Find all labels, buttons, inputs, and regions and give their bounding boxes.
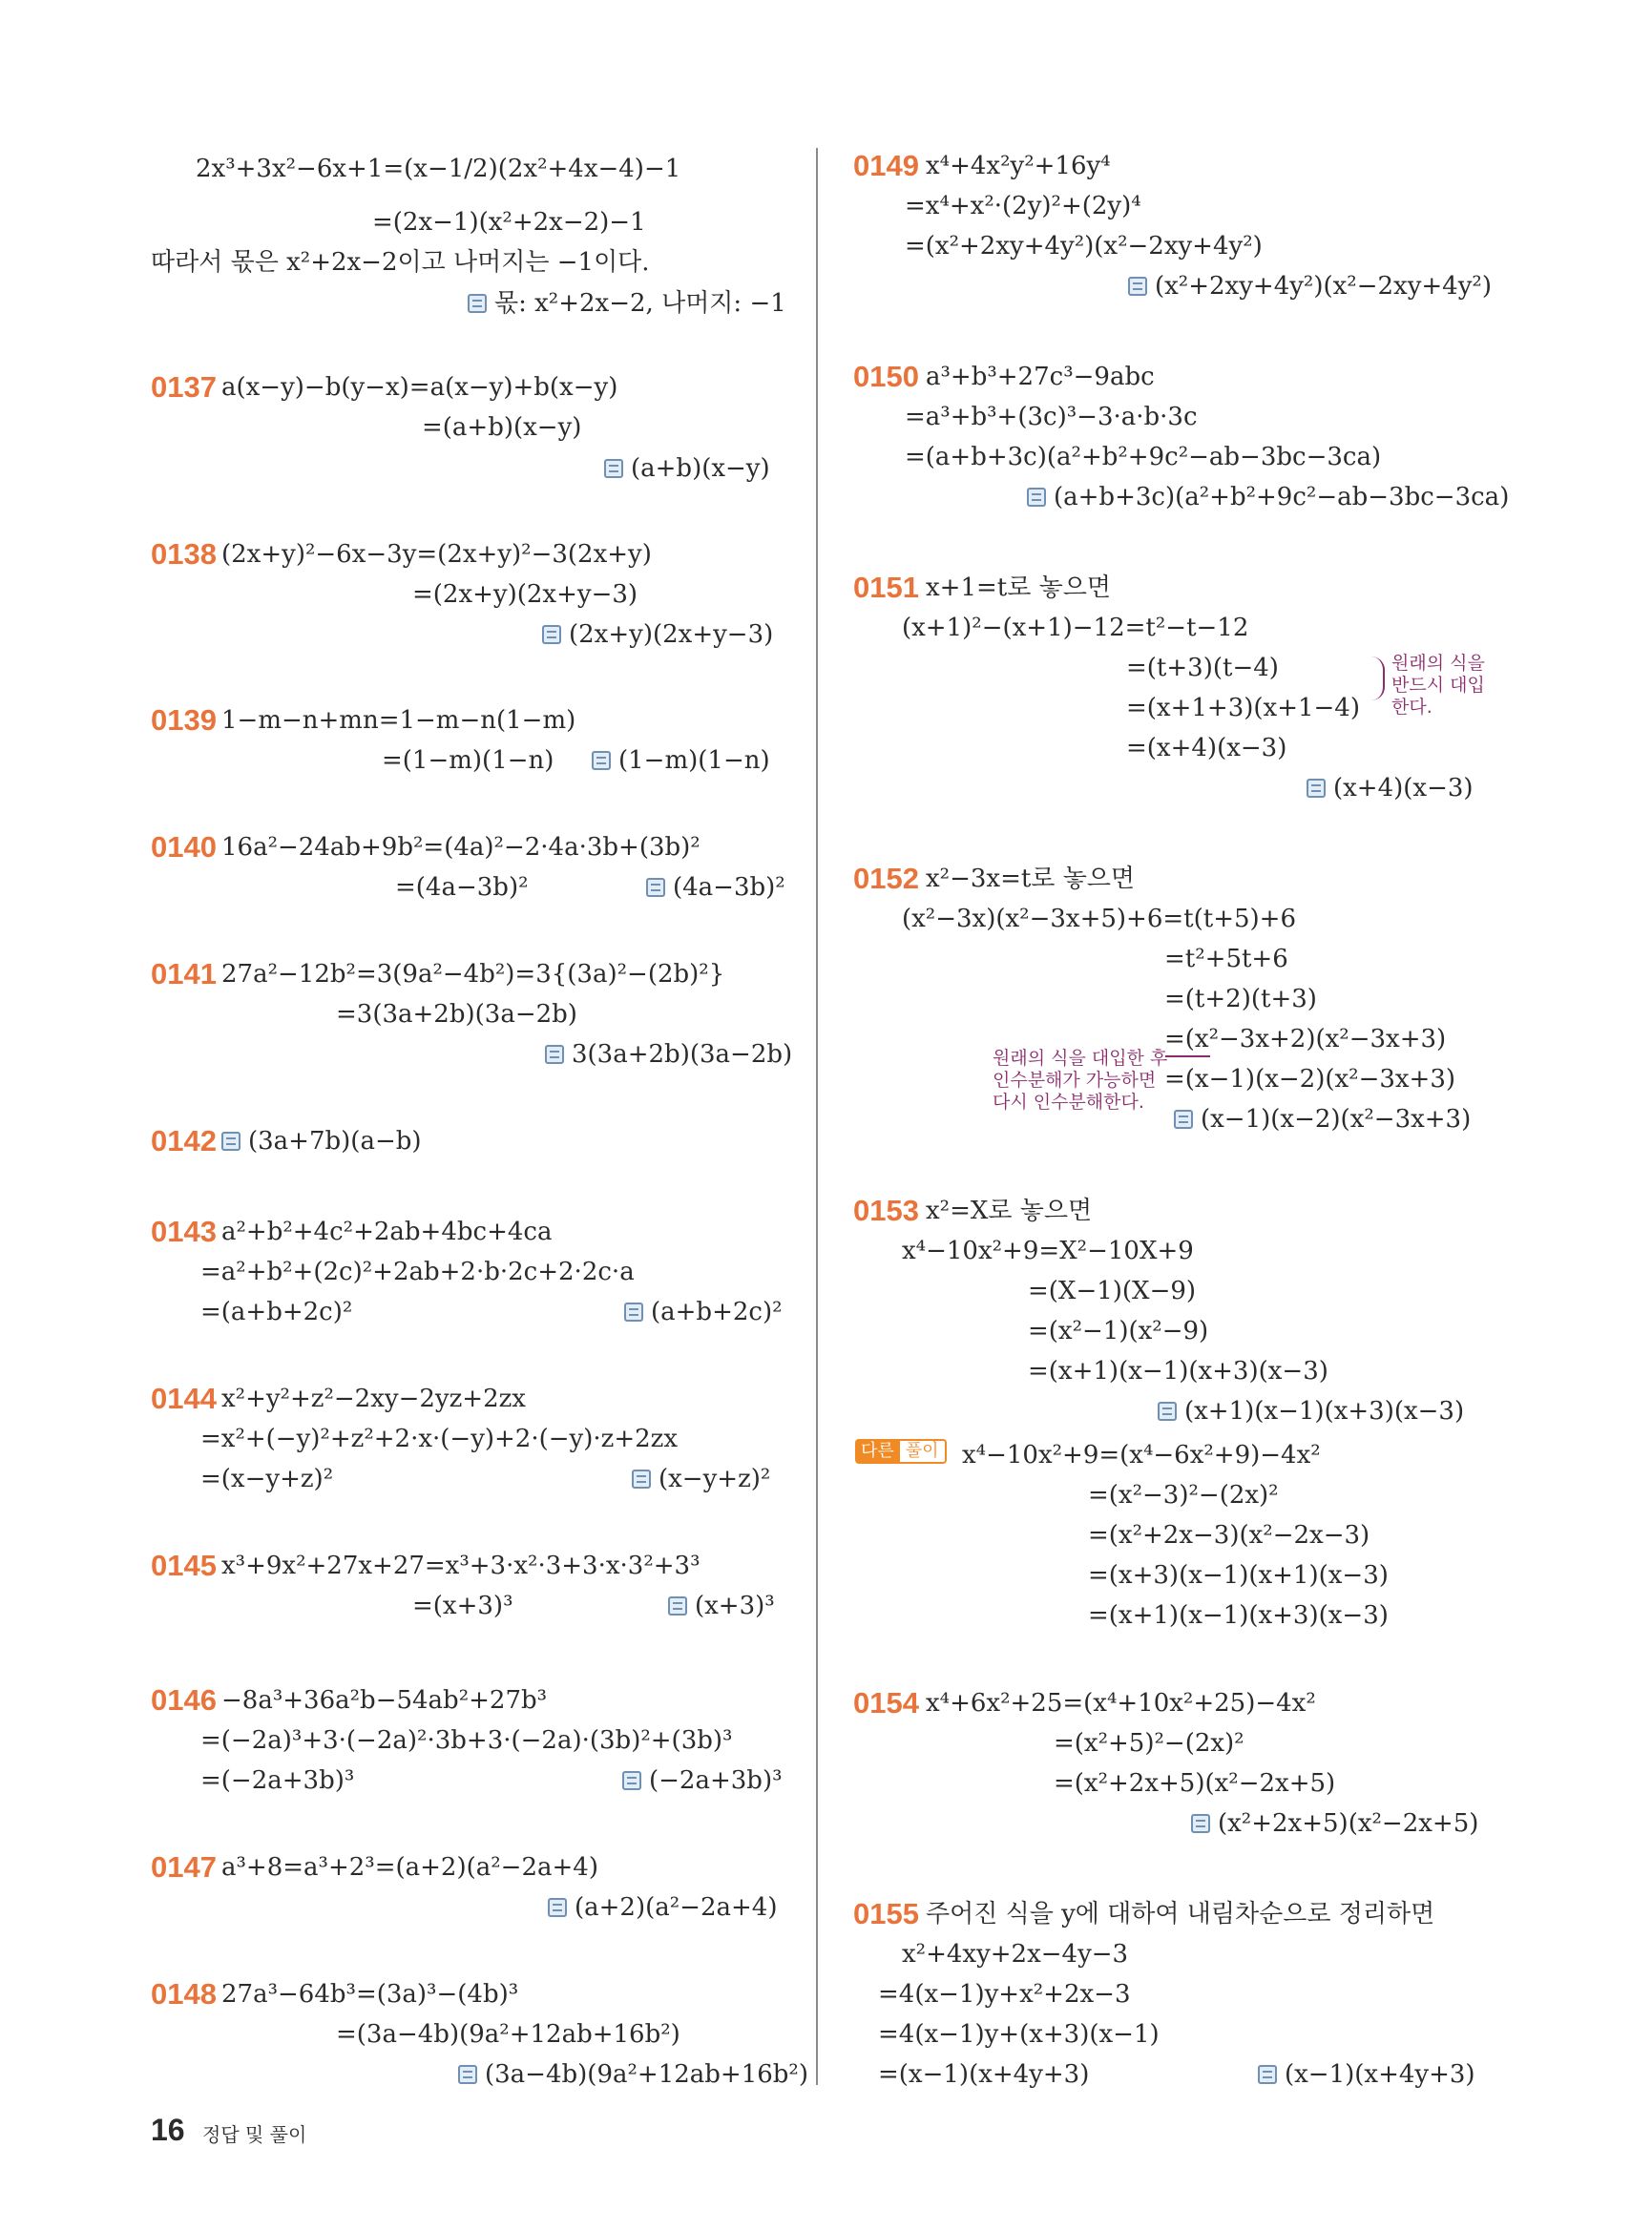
answer-text: (x²+2xy+4y²)(x²−2xy+4y²) <box>1155 272 1492 301</box>
solution-line: x²=X로 놓으면 <box>926 1197 1093 1225</box>
solution-line: =(x²+2xy+4y²)(x²−2xy+4y²) <box>905 232 1263 261</box>
problem-number: 0151 <box>853 571 919 604</box>
solution-line: 27a³−64b³=(3a)³−(4b)³ <box>221 1980 519 2009</box>
problem-number: 0142 <box>151 1124 217 1157</box>
answer <box>1174 1103 1471 1136</box>
answer-text: (x+4)(x−3) <box>1333 774 1474 803</box>
problem-number: 0152 <box>853 862 919 895</box>
answer <box>1027 481 1509 513</box>
solution-line: =t²+5t+6 <box>1164 945 1288 973</box>
answer-text: (x²+2x+5)(x²−2x+5) <box>1218 1809 1479 1838</box>
answer-text: (a+b)(x−y) <box>631 454 770 483</box>
answer <box>632 1463 770 1495</box>
answer <box>1307 772 1474 804</box>
note-pointer-line <box>1165 1055 1210 1057</box>
answer-text: 몫: x²+2x−2, 나머지: −1 <box>494 289 786 318</box>
solution-line: =(2x−1)(x²+2x−2)−1 <box>372 208 646 237</box>
solution-line: −8a³+36a²b−54ab²+27b³ <box>221 1686 548 1715</box>
solution-line: =(3a−4b)(9a²+12ab+16b²) <box>336 2020 680 2049</box>
problem-number: 0154 <box>853 1686 919 1720</box>
problem-number: 0138 <box>151 537 217 571</box>
solution-line: =(x+1)(x−1)(x+3)(x−3) <box>1028 1357 1328 1386</box>
solution-line: x⁴−10x²+9=X²−10X+9 <box>902 1237 1194 1265</box>
answer-icon <box>632 1470 651 1489</box>
answer-text: (1−m)(1−n) <box>618 746 770 775</box>
problem-number: 0143 <box>151 1215 217 1248</box>
answer-text: (−2a+3b)³ <box>649 1766 783 1795</box>
problem-number: 0149 <box>853 149 919 182</box>
answer-icon <box>1191 1814 1210 1833</box>
answer <box>542 618 773 651</box>
answer-text: (x−y+z)² <box>659 1465 771 1493</box>
solution-line: =(x²−1)(x²−9) <box>1028 1317 1209 1345</box>
problem-number: 0155 <box>853 1897 919 1930</box>
solution-line: =(x−1)(x+4y+3) <box>878 2060 1090 2089</box>
problem-number: 0144 <box>151 1382 217 1415</box>
alt-label-1: 다른 <box>855 1439 900 1464</box>
answer-icon <box>468 294 487 313</box>
solution-line: 2x³+3x²−6x+1=(x−1/2)(2x²+4x−4)−1 <box>196 155 681 183</box>
solution-line: =(x²+2x+5)(x²−2x+5) <box>1054 1769 1336 1798</box>
solution-line: (2x+y)²−6x−3y=(2x+y)²−3(2x+y) <box>221 540 652 569</box>
answer-text: (3a−4b)(9a²+12ab+16b²) <box>485 2060 809 2089</box>
solution-line: =(4a−3b)² <box>395 873 529 902</box>
alt-solution-line: =(x+3)(x−1)(x+1)(x−3) <box>1088 1561 1389 1590</box>
problem-number: 0145 <box>151 1549 217 1582</box>
solution-line: =(a+b+3c)(a²+b²+9c²−ab−3bc−3ca) <box>905 443 1382 471</box>
solution-line: =(a+b)(x−y) <box>422 413 582 442</box>
answer-text: (a+2)(a²−2a+4) <box>575 1893 778 1922</box>
answer <box>668 1590 775 1622</box>
note-bracket <box>1371 657 1385 700</box>
alt-label-2: 풀이 <box>900 1439 947 1464</box>
solution-line: =(x²−3x+2)(x²−3x+3) <box>1164 1025 1447 1053</box>
solution-line: =x⁴+x²·(2y)²+(2y)⁴ <box>905 192 1141 220</box>
answer <box>1128 270 1492 302</box>
solution-line: =4(x−1)y+(x+3)(x−1) <box>878 2020 1160 2049</box>
answer-text: (x+1)(x−1)(x+3)(x−3) <box>1184 1397 1465 1426</box>
solution-line: 1−m−n+mn=1−m−n(1−m) <box>221 706 576 735</box>
answer-icon <box>1307 779 1326 798</box>
answer-text: (x+3)³ <box>695 1592 775 1620</box>
solution-line: =4(x−1)y+x²+2x−3 <box>878 1980 1131 2009</box>
solution-line: x+1=t로 놓으면 <box>926 573 1111 602</box>
answer <box>1258 2058 1475 2091</box>
side-note: 원래의 식을 대입한 후 인수분해가 가능하면 다시 인수분해한다. <box>993 1048 1168 1113</box>
side-note: 원래의 식을 반드시 대입 한다. <box>1391 653 1485 718</box>
solution-line: =(2x+y)(2x+y−3) <box>412 580 638 609</box>
footer-label: 정답 및 풀이 <box>202 2123 307 2146</box>
problem-number: 0148 <box>151 1977 217 2011</box>
problem-number: 0146 <box>151 1683 217 1717</box>
answer-icon <box>1158 1402 1177 1421</box>
answer-icon <box>604 459 623 478</box>
answer-text: (2x+y)(2x+y−3) <box>569 620 774 649</box>
answer-icon <box>548 1898 567 1917</box>
answer <box>622 1764 783 1797</box>
solution-line: =(x+4)(x−3) <box>1126 734 1287 762</box>
problem-number: 0147 <box>151 1850 217 1884</box>
solution-line: x²+y²+z²−2xy−2yz+2zx <box>221 1385 526 1413</box>
solution-line: (x+1)²−(x+1)−12=t²−t−12 <box>902 614 1249 642</box>
alt-solution-line: x⁴−10x²+9=(x⁴−6x²+9)−4x² <box>962 1441 1321 1470</box>
solution-line: =(X−1)(X−9) <box>1028 1277 1197 1305</box>
answer <box>1191 1807 1478 1840</box>
solution-line: a³+b³+27c³−9abc <box>926 363 1155 391</box>
problem-number: 0150 <box>853 360 919 393</box>
answer <box>468 287 786 320</box>
solution-line: =(1−m)(1−n) <box>382 746 554 775</box>
problem-number: 0141 <box>151 957 217 990</box>
solution-line: =(−2a+3b)³ <box>200 1766 355 1795</box>
answer <box>458 2058 808 2091</box>
solution-line: a³+8=a³+2³=(a+2)(a²−2a+4) <box>221 1853 598 1882</box>
solution-line: =3(3a+2b)(3a−2b) <box>336 1000 577 1029</box>
answer <box>646 871 785 904</box>
answer-icon <box>1258 2065 1277 2084</box>
answer-text: (a+b+2c)² <box>651 1298 783 1326</box>
solution-line: =(x²+5)²−(2x)² <box>1054 1729 1244 1758</box>
answer-icon <box>1027 488 1046 507</box>
answer <box>604 452 770 485</box>
answer-text: (a+b+3c)(a²+b²+9c²−ab−3bc−3ca) <box>1054 483 1510 511</box>
answer <box>545 1038 792 1071</box>
answer-icon <box>458 2065 477 2084</box>
solution-line: =(x−y+z)² <box>200 1465 334 1493</box>
answer-icon <box>592 751 611 770</box>
solution-line: =(t+2)(t+3) <box>1164 985 1317 1013</box>
solution-line: x²−3x=t로 놓으면 <box>926 865 1136 893</box>
solution-line: =(−2a)³+3·(−2a)²·3b+3·(−2a)·(3b)²+(3b)³ <box>200 1726 733 1755</box>
page-number: 16 <box>151 2113 185 2147</box>
answer <box>624 1296 783 1328</box>
answer-icon <box>542 625 561 644</box>
solution-line: =(a+b+2c)² <box>200 1298 353 1326</box>
answer-icon <box>668 1596 687 1616</box>
problem-number: 0153 <box>853 1194 919 1227</box>
answer-text: (x−1)(x−2)(x²−3x+3) <box>1201 1105 1472 1134</box>
solution-line: =a³+b³+(3c)³−3·a·b·3c <box>905 403 1198 431</box>
solution-line: 27a²−12b²=3(9a²−4b²)=3{(3a)²−(2b)²} <box>221 960 725 989</box>
solution-line: =(x−1)(x−2)(x²−3x+3) <box>1164 1065 1456 1094</box>
answer-text: (x−1)(x+4y+3) <box>1285 2060 1475 2089</box>
answer-text: (3a+7b)(a−b) <box>248 1127 422 1156</box>
answer-text: 3(3a+2b)(3a−2b) <box>572 1040 793 1069</box>
answer-icon <box>1128 277 1147 296</box>
solution-line: 따라서 몫은 x²+2x−2이고 나머지는 −1이다. <box>151 248 650 277</box>
solution-line: x²+4xy+2x−4y−3 <box>902 1940 1129 1969</box>
alt-solution-line: =(x²+2x−3)(x²−2x−3) <box>1088 1521 1370 1550</box>
answer-icon <box>1174 1110 1193 1129</box>
solution-line: a(x−y)−b(y−x)=a(x−y)+b(x−y) <box>221 373 618 402</box>
answer-text: (4a−3b)² <box>673 873 785 902</box>
solution-line: =a²+b²+(2c)²+2ab+2·b·2c+2·2c·a <box>200 1258 635 1286</box>
solution-line: =(t+3)(t−4) <box>1126 654 1279 682</box>
solution-line: x⁴+4x²y²+16y⁴ <box>926 152 1111 180</box>
problem-number: 0137 <box>151 370 217 404</box>
problem-number: 0140 <box>151 830 217 864</box>
solution-line: x⁴+6x²+25=(x⁴+10x²+25)−4x² <box>926 1689 1316 1718</box>
solution-line: =(x+3)³ <box>412 1592 513 1620</box>
solution-line: a²+b²+4c²+2ab+4bc+4ca <box>221 1218 553 1246</box>
solution-line: 주어진 식을 y에 대하여 내림차순으로 정리하면 <box>926 1900 1435 1929</box>
solution-line: =x²+(−y)²+z²+2·x·(−y)+2·(−y)·z+2zx <box>200 1425 679 1453</box>
answer <box>548 1891 777 1924</box>
solution-line: 16a²−24ab+9b²=(4a)²−2·4a·3b+(3b)² <box>221 833 701 862</box>
column-divider <box>816 148 818 2085</box>
solution-line: (x²−3x)(x²−3x+5)+6=t(t+5)+6 <box>902 905 1297 933</box>
problem-number: 0139 <box>151 703 217 737</box>
solution-line: =(x+1+3)(x+1−4) <box>1126 694 1360 722</box>
answer-icon <box>646 878 665 897</box>
answer-icon <box>221 1132 240 1151</box>
answer <box>1158 1395 1464 1428</box>
solution-line: x³+9x²+27x+27=x³+3·x²·3+3·x·3²+3³ <box>221 1552 701 1580</box>
alt-solution-line: =(x+1)(x−1)(x+3)(x−3) <box>1088 1601 1389 1630</box>
answer-icon <box>545 1045 564 1064</box>
answer <box>221 1125 422 1157</box>
alt-solution-badge <box>855 1439 947 1464</box>
alt-solution-line: =(x²−3)²−(2x)² <box>1088 1481 1279 1510</box>
answer-icon <box>622 1771 641 1790</box>
answer-icon <box>624 1303 643 1322</box>
answer <box>592 744 770 777</box>
